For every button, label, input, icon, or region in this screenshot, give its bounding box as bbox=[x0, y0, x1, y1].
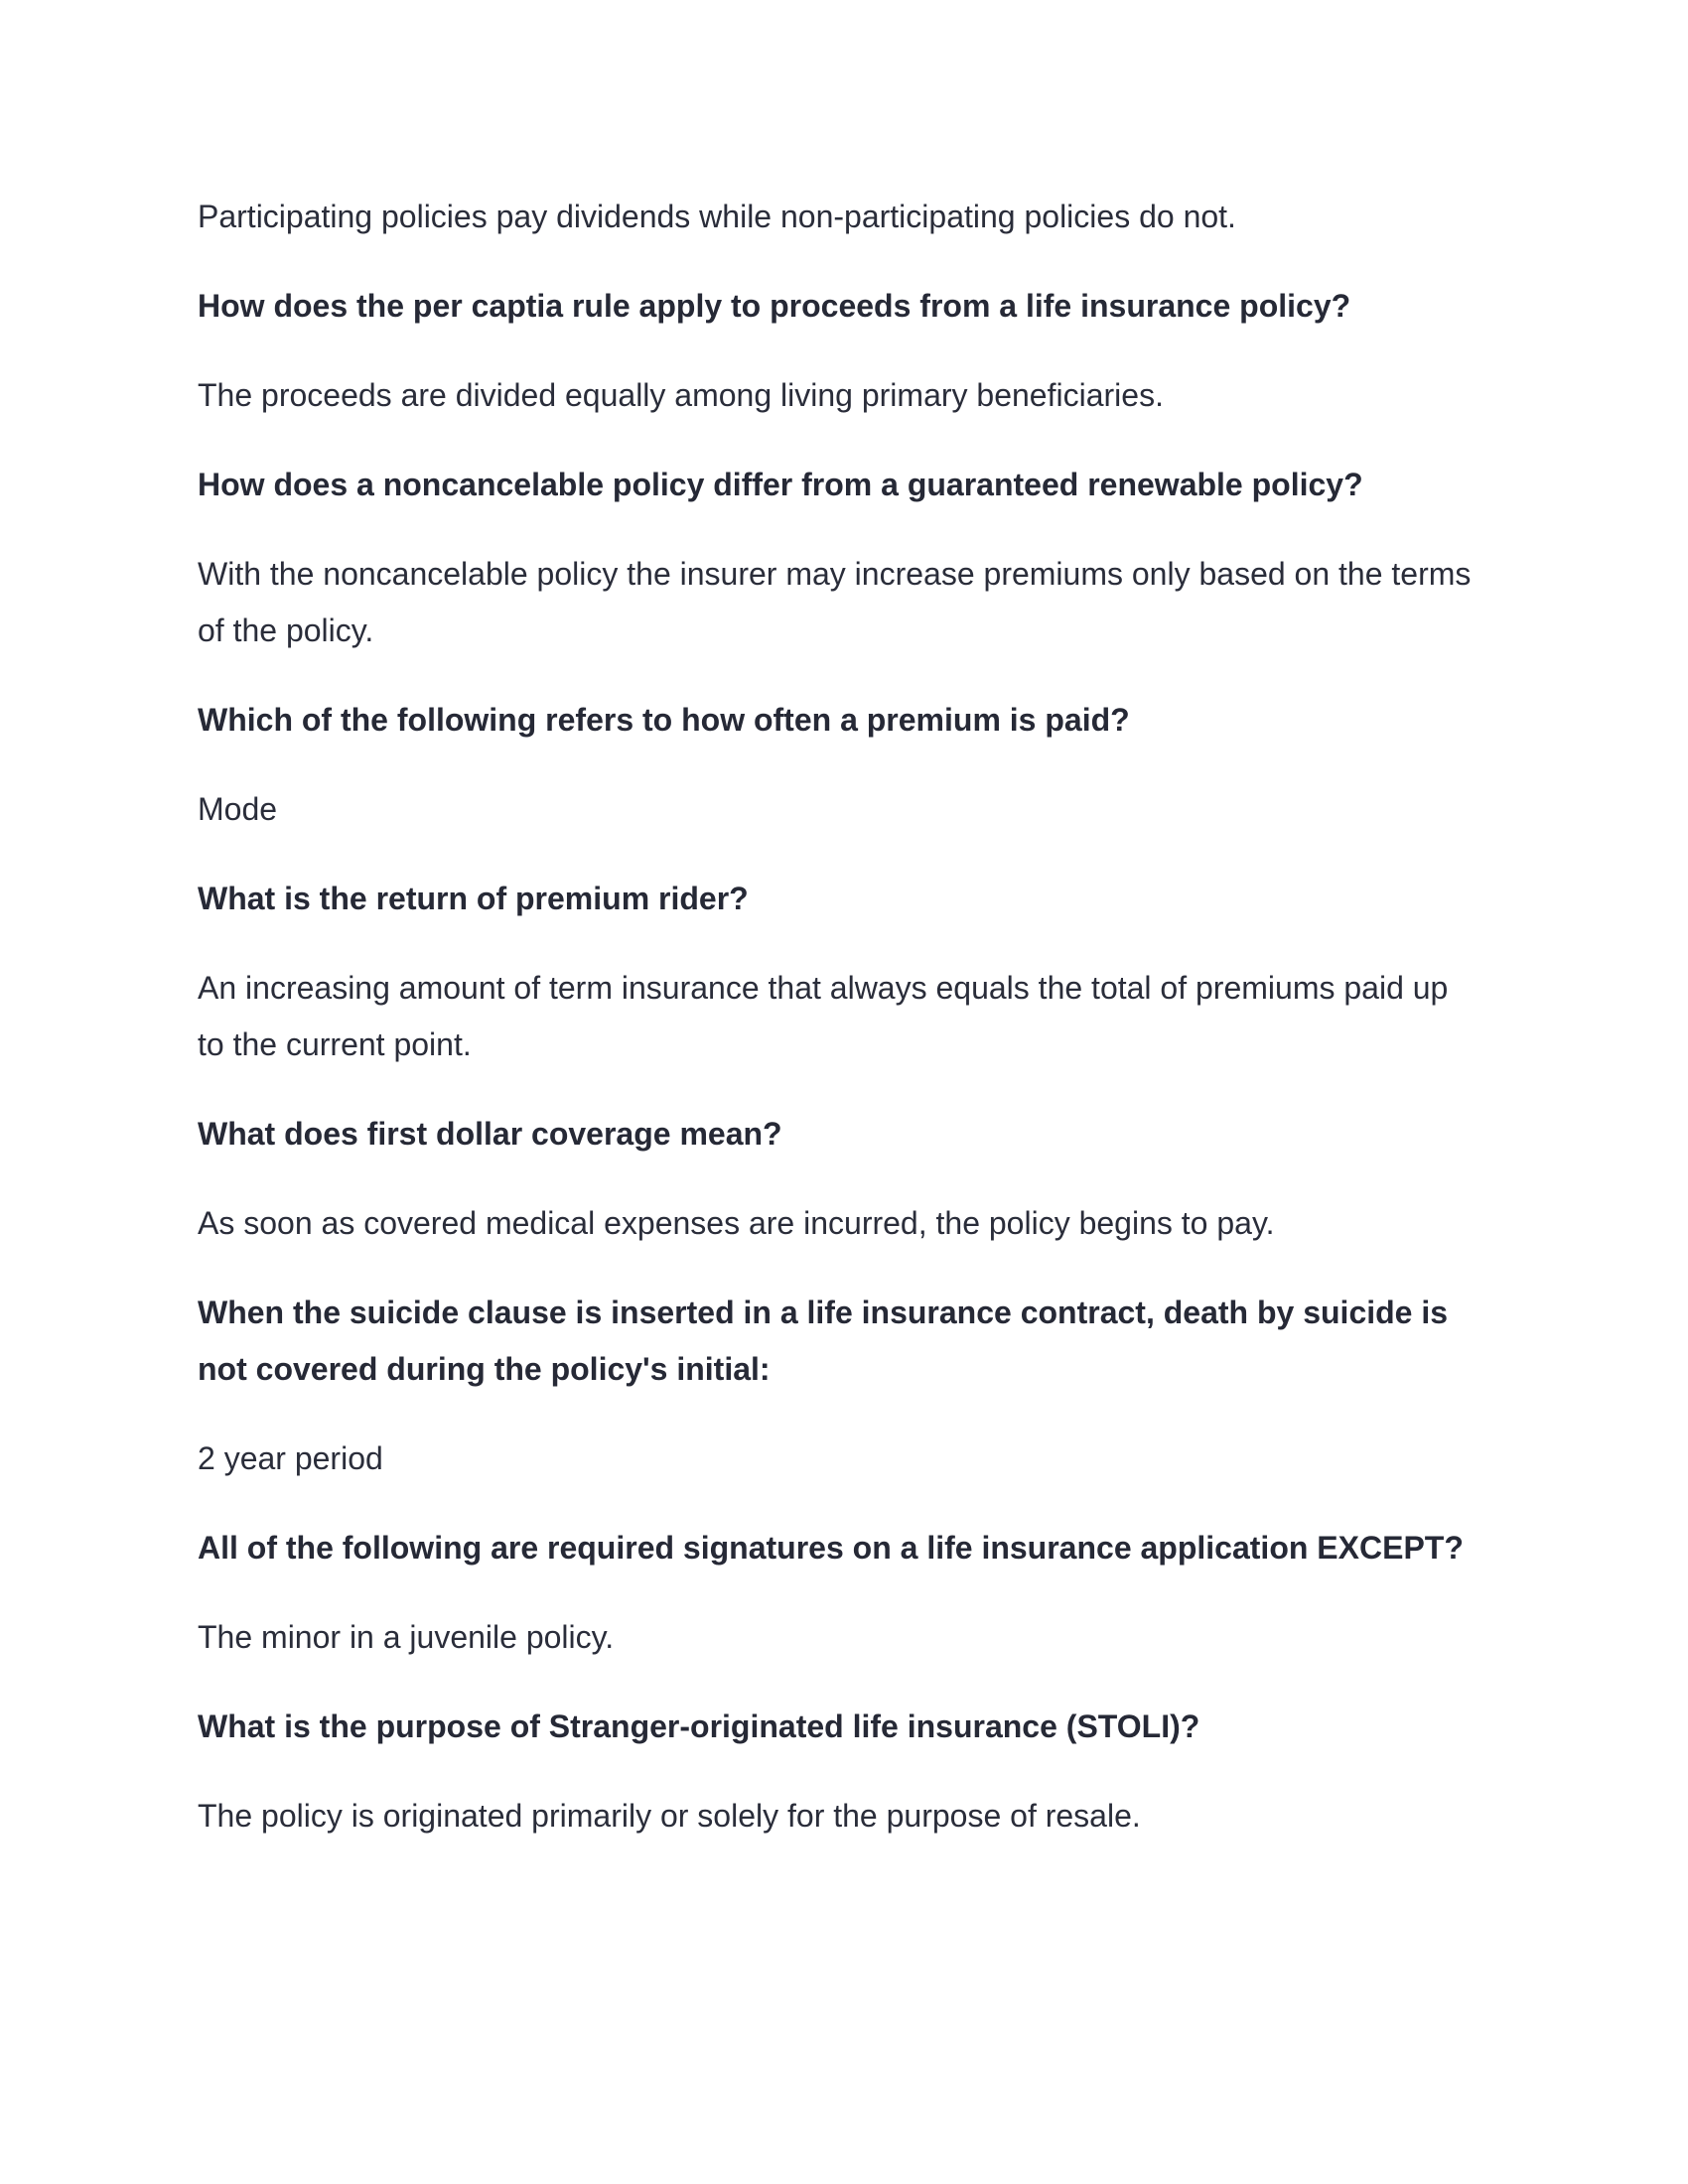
answer-text: Mode bbox=[198, 791, 278, 827]
answer-text: The minor in a juvenile policy. bbox=[198, 1619, 615, 1655]
question-heading: Which of the following refers to how often a premium is paid? bbox=[198, 702, 1130, 738]
answer-text: As soon as covered medical expenses are incurred, the policy begins to pay. bbox=[198, 1205, 1275, 1241]
answer-text: An increasing amount of term insurance that always equals the total of premiums paid up to the current point. bbox=[198, 970, 1449, 1062]
answer-text: The proceeds are divided equally among living primary beneficiaries. bbox=[198, 377, 1164, 413]
question-heading: What does first dollar coverage mean? bbox=[198, 1116, 782, 1152]
document-page bbox=[198, 189, 1478, 1877]
answer-text: The policy is originated primarily or solely for the purpose of resale. bbox=[198, 1798, 1141, 1834]
answer-text: Participating policies pay dividends while non-participating policies do not. bbox=[198, 199, 1236, 234]
question-heading: How does a noncancelable policy differ from a guaranteed renewable policy? bbox=[198, 467, 1363, 502]
answer-text: 2 year period bbox=[198, 1440, 383, 1476]
question-heading: All of the following are required signatures on a life insurance application EXCEPT? bbox=[198, 1530, 1464, 1566]
question-heading: What is the purpose of Stranger-originated life insurance (STOLI)? bbox=[198, 1708, 1200, 1744]
question-heading: How does the per captia rule apply to proceeds from a life insurance policy? bbox=[198, 288, 1351, 324]
answer-text: With the noncancelable policy the insurer may increase premiums only based on the terms of the policy. bbox=[198, 556, 1472, 648]
question-heading: What is the return of premium rider? bbox=[198, 881, 749, 916]
question-heading: When the suicide clause is inserted in a life insurance contract, death by suicide is not covered during the policy's initial: bbox=[198, 1295, 1449, 1387]
